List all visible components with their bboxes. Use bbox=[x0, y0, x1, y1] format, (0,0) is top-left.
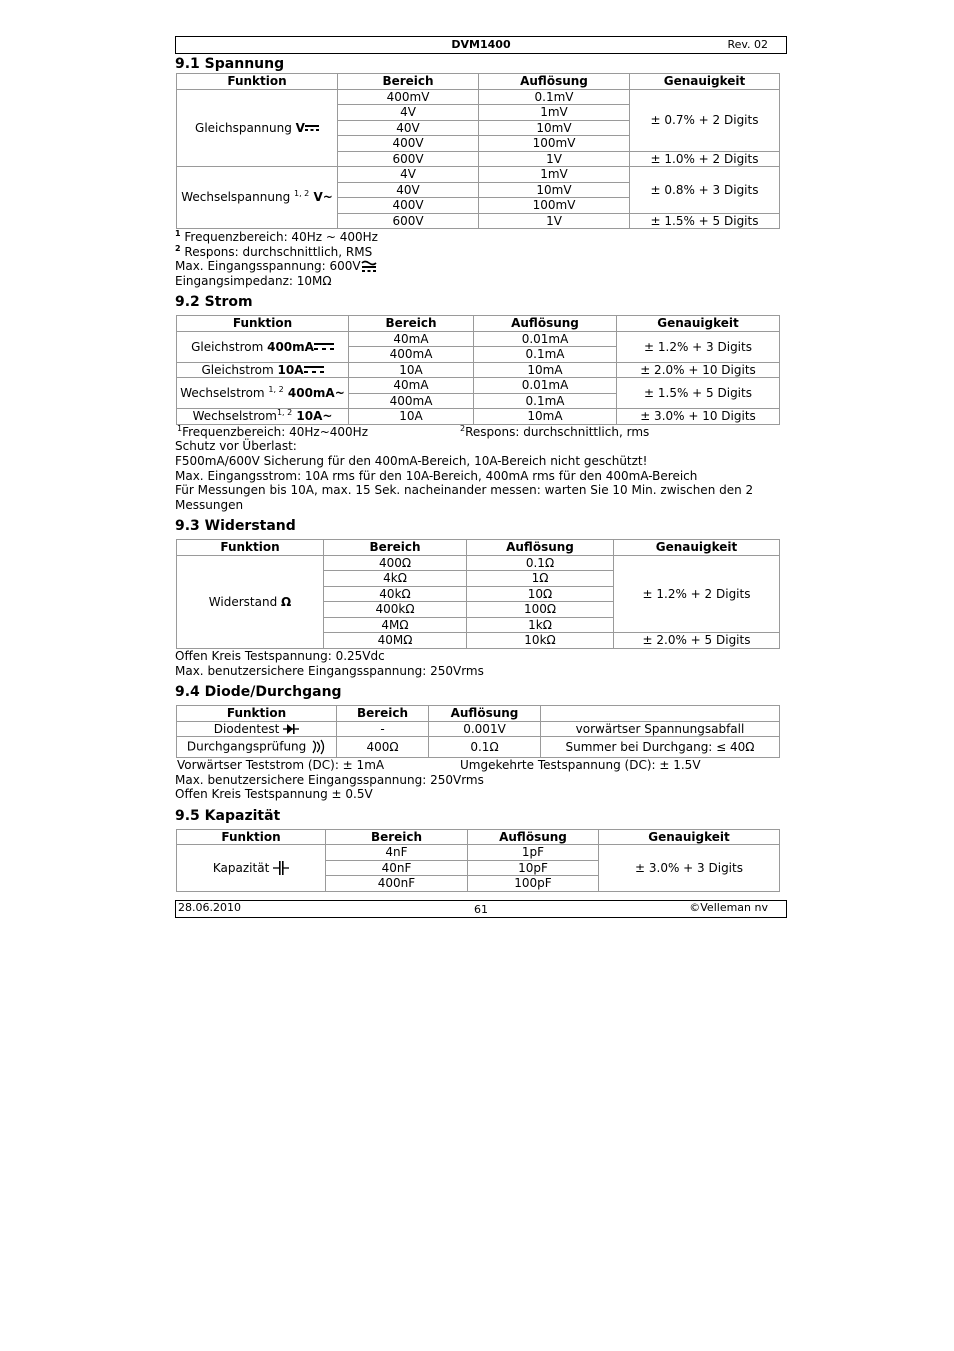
section-title-capacitance: 9.5 Kapazität bbox=[175, 807, 281, 824]
page-footer bbox=[175, 900, 787, 918]
table-row: 40kΩ 10Ω bbox=[177, 586, 780, 602]
current-notes: $^1$ Frequenzbereich: 40Hz~400Hz $^2$ Respons: durchschnittlich, rms Schutz vor Überlast: F500mA/600V Sicherung für den 400mA-Bereich, 10A-Bereich nicht geschützt! Max. Eingangsstrom: 10A rms für den 10A-Bereich, 400mA rms für den 400mA-Bereich Für Messungen bis 10A, max. 15 Sek. nacheinander messen: warten Sie 10 Min. zwischen den 2 Messungen bbox=[175, 423, 754, 512]
ac-voltage-cell: Wechselspannung $^{1, 2}$ V~ bbox=[177, 167, 338, 229]
table-row: Kapazität 4nF 1pF ± 3.0% + 3 Digits bbox=[177, 845, 780, 861]
dc-symbol-icon bbox=[305, 124, 319, 132]
section-title-diode: 9.4 Diode/Durchgang bbox=[175, 684, 342, 701]
capacitance-table bbox=[176, 829, 780, 892]
table-row: Wechselstrom$^{1, 2}$ 10A~ 10A 10mA ± 3.0% + 10 Digits bbox=[177, 409, 780, 425]
table-row: 600V 1V ± 1.5% + 5 Digits bbox=[177, 213, 780, 229]
page-header bbox=[175, 36, 787, 54]
section-title-current: 9.2 Strom bbox=[175, 294, 253, 311]
model-name: DVM1400 bbox=[451, 38, 511, 51]
diode-notes: Vorwärtser Teststrom (DC): ± 1mA Umgekehrte Testspannung (DC): ± 1.5V Max. benutzersichere Eingangsspannung: 250Vrms Offen Kreis Testspannung ± 0.5V bbox=[175, 758, 701, 802]
table-row: 400mA 0.1mA bbox=[177, 347, 780, 363]
table-row: 400mA 0.1mA bbox=[177, 393, 780, 409]
table-row: 4kΩ 1Ω bbox=[177, 571, 780, 587]
table-row: Gleichspannung V 400mV 0.1mV ± 0.7% + 2 Digits bbox=[177, 89, 780, 105]
table-header-row bbox=[177, 74, 780, 90]
table-header-row: Funktion Bereich Auflösung Genauigkeit bbox=[177, 540, 780, 556]
table-row: 40nF 10pF bbox=[177, 860, 780, 876]
current-table bbox=[176, 315, 780, 425]
table-row: 400V 100mV bbox=[177, 136, 780, 152]
table-row: 4MΩ 1kΩ bbox=[177, 617, 780, 633]
section-title-resistance: 9.3 Widerstand bbox=[175, 518, 296, 535]
table-row: Diodentest - 0.001V vorwärtser Spannungsabfall bbox=[177, 721, 780, 737]
capacitor-icon bbox=[273, 861, 289, 875]
table-row: Wechselstrom $^{1, 2}$ 400mA~ 40mA 0.01mA ± 1.5% + 5 Digits bbox=[177, 378, 780, 394]
dc-symbol-icon bbox=[314, 342, 334, 352]
ac-dc-symbol-icon bbox=[361, 260, 377, 274]
table-row: 400V 100mV bbox=[177, 198, 780, 214]
col-funktion: Funktion bbox=[177, 74, 338, 90]
table-row: 40V 10mV bbox=[177, 182, 780, 198]
table-header-row: Funktion Bereich Auflösung Genauigkeit bbox=[177, 316, 780, 332]
diode-table bbox=[176, 705, 780, 758]
table-header-row: Funktion Bereich Auflösung bbox=[177, 706, 780, 722]
table-row: Gleichstrom 400mA 40mA 0.01mA ± 1.2% + 3 Digits bbox=[177, 331, 780, 347]
table-row: Widerstand Ω 400Ω 0.1Ω ± 1.2% + 2 Digits bbox=[177, 555, 780, 571]
table-row: Gleichstrom 10A 10A 10mA ± 2.0% + 10 Digits bbox=[177, 362, 780, 378]
table-row: 600V 1V ± 1.0% + 2 Digits bbox=[177, 151, 780, 167]
footer-date: 28.06.2010 bbox=[178, 900, 241, 914]
diode-icon bbox=[283, 723, 299, 735]
table-header-row: Funktion Bereich Auflösung Genauigkeit bbox=[177, 829, 780, 845]
revision: Rev. 02 bbox=[727, 38, 768, 51]
voltage-notes: $^1$ Frequenzbereich: 40Hz ~ 400Hz $^2$ Respons: durchschnittlich, RMS Max. Eingangsspannung: 600V Eingangsimpedanz: 10MΩ bbox=[175, 229, 378, 288]
table-row: 400kΩ 100Ω bbox=[177, 602, 780, 618]
dc-symbol-icon bbox=[304, 365, 324, 375]
table-row: 40MΩ 10kΩ ± 2.0% + 5 Digits bbox=[177, 633, 780, 649]
table-row: Durchgangsprüfung 400Ω 0.1Ω Summer bei Durchgang: ≤ 40Ω bbox=[177, 737, 780, 758]
table-row: 4V 1mV bbox=[177, 105, 780, 121]
section-title-voltage: 9.1 Spannung bbox=[175, 56, 285, 72]
page-number: 61 bbox=[474, 902, 488, 916]
copyright: ©Velleman nv bbox=[689, 900, 768, 914]
table-row: 400nF 100pF bbox=[177, 876, 780, 892]
voltage-table bbox=[176, 73, 780, 229]
table-row: 40V 10mV bbox=[177, 120, 780, 136]
col-bereich: Bereich bbox=[338, 74, 479, 90]
resistance-table bbox=[176, 539, 780, 649]
dc-voltage-cell: Gleichspannung V bbox=[177, 89, 338, 167]
document-page bbox=[175, 36, 787, 918]
col-aufloesung: Auflösung bbox=[479, 74, 630, 90]
resistance-notes: Offen Kreis Testspannung: 0.25Vdc Max. benutzersichere Eingangsspannung: 250Vrms bbox=[175, 648, 484, 678]
table-row: Wechselspannung $^{1, 2}$ V~ 4V 1mV ± 0.8% + 3 Digits bbox=[177, 167, 780, 183]
col-genauigkeit: Genauigkeit bbox=[630, 74, 780, 90]
continuity-buzzer-icon bbox=[310, 739, 326, 755]
